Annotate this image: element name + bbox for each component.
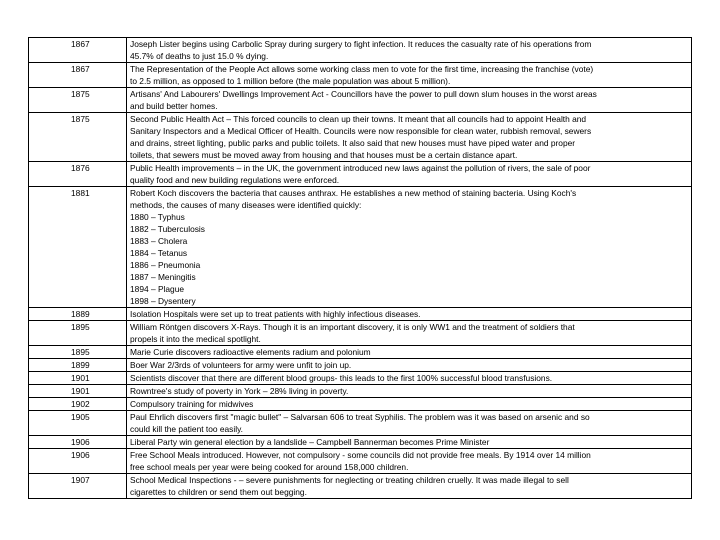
year-cell: 1875 xyxy=(29,88,127,113)
event-cell xyxy=(127,321,692,346)
event-text-line: 1884 – Tetanus xyxy=(130,248,188,258)
event-cell xyxy=(127,385,692,398)
year-cell: 1895 xyxy=(29,346,127,359)
event-text-line: 1886 – Pneumonia xyxy=(130,260,201,270)
event-text-line: free school meals per year were being cooked for around 158,000 children. xyxy=(130,462,409,472)
table-row xyxy=(29,38,692,63)
timeline-body xyxy=(29,38,692,499)
event-cell xyxy=(127,38,692,63)
event-cell xyxy=(127,308,692,321)
event-cell xyxy=(127,372,692,385)
year-cell: 1867 xyxy=(29,63,127,88)
event-text-line: Free School Meals introduced. However, not compulsory - some councils did not provide free meals. By 1914 over 14 million xyxy=(130,450,591,460)
event-cell xyxy=(127,63,692,88)
event-text-line: Liberal Party win general election by a landslide – Campbell Bannerman becomes Prime Minister xyxy=(130,437,490,447)
event-text-line: Scientists discover that there are different blood groups- this leads to the first 100% successful blood transfusions. xyxy=(130,373,553,383)
event-text-line: Isolation Hospitals were set up to treat patients with highly infectious diseases. xyxy=(130,309,421,319)
table-row xyxy=(29,187,692,308)
event-text-line: Public Health improvements – in the UK, the government introduced new laws against the pollution of rivers, the sale of poor xyxy=(130,163,591,173)
event-text-line: School Medical Inspections - – severe punishments for neglecting or treating children cruelly. It was made illegal to sell xyxy=(130,475,569,485)
event-text-line: Artisans' And Labourers' Dwellings Improvement Act - Councillors have the power to pull down slum houses in the worst areas xyxy=(130,89,597,99)
event-text-line: Sanitary Inspectors and a Medical Officer of Health. Councils were now responsible for clean water, rubbish removal, sewers xyxy=(130,126,592,136)
table-row xyxy=(29,113,692,162)
event-cell xyxy=(127,162,692,187)
table-row xyxy=(29,162,692,187)
event-text-line: William Röntgen discovers X-Rays. Though it is an important discovery, it is only WW1 and the treatment of soldiers that xyxy=(130,322,575,332)
event-text-line: 1894 – Plague xyxy=(130,284,185,294)
event-text-line: Marie Curie discovers radioactive elements radium and polonium xyxy=(130,347,371,357)
event-text-line: could kill the patient too easily. xyxy=(130,424,243,434)
event-text-line: to 2.5 million, as opposed to 1 million before (the male population was about 5 million). xyxy=(130,76,451,86)
event-cell xyxy=(127,449,692,474)
event-text-line: 45.7% of deaths to just 15.0 % dying. xyxy=(130,51,269,61)
year-cell: 1906 xyxy=(29,449,127,474)
event-text-line: Compulsory training for midwives xyxy=(130,399,254,409)
year-cell: 1906 xyxy=(29,436,127,449)
event-text-line: 1887 – Meningitis xyxy=(130,272,196,282)
table-row xyxy=(29,385,692,398)
event-cell xyxy=(127,436,692,449)
event-text-line: propels it into the medical spotlight. xyxy=(130,334,261,344)
year-cell: 1907 xyxy=(29,474,127,499)
event-cell xyxy=(127,359,692,372)
event-text-line: toilets, that sewers must be moved away from housing and that houses must be a certain distance apart. xyxy=(130,150,518,160)
event-cell xyxy=(127,88,692,113)
year-cell: 1895 xyxy=(29,321,127,346)
table-row xyxy=(29,436,692,449)
year-cell: 1901 xyxy=(29,385,127,398)
table-row xyxy=(29,411,692,436)
event-text-line: Paul Ehrlich discovers first "magic bullet" – Salvarsan 606 to treat Syphilis. The problem was it was based on arsenic and so xyxy=(130,412,590,422)
event-text-line: and drains, street lighting, public parks and public toilets. It also said that new houses must have piped water and proper xyxy=(130,138,576,148)
event-text-line: Joseph Lister begins using Carbolic Spray during surgery to fight infection. It reduces the casualty rate of his operations from xyxy=(130,39,592,49)
year-cell: 1902 xyxy=(29,398,127,411)
event-text-line: 1883 – Cholera xyxy=(130,236,188,246)
event-text-line: methods, the causes of many diseases were identified quickly: xyxy=(130,200,362,210)
timeline-table xyxy=(28,37,692,499)
event-text-line: The Representation of the People Act allows some working class men to vote for the first time, increasing the franchise (vote) xyxy=(130,64,594,74)
event-text-line: 1880 – Typhus xyxy=(130,212,185,222)
year-cell: 1889 xyxy=(29,308,127,321)
event-cell xyxy=(127,398,692,411)
year-cell: 1881 xyxy=(29,187,127,308)
event-cell xyxy=(127,474,692,499)
event-cell xyxy=(127,113,692,162)
table-row xyxy=(29,346,692,359)
event-text-line: Rowntree's study of poverty in York – 28% living in poverty. xyxy=(130,386,349,396)
event-cell xyxy=(127,411,692,436)
event-text-line: Robert Koch discovers the bacteria that causes anthrax. He establishes a new method of staining bacteria. Using Koch's xyxy=(130,188,577,198)
table-row xyxy=(29,449,692,474)
year-cell: 1867 xyxy=(29,38,127,63)
table-row xyxy=(29,359,692,372)
event-cell xyxy=(127,346,692,359)
year-cell: 1876 xyxy=(29,162,127,187)
event-cell xyxy=(127,187,692,308)
year-cell: 1901 xyxy=(29,372,127,385)
event-text-line: 1898 – Dysentery xyxy=(130,296,196,306)
event-text-line: Boer War 2/3rds of volunteers for army were unfit to join up. xyxy=(130,360,352,370)
event-text-line: quality food and new building regulations were enforced. xyxy=(130,175,340,185)
table-row xyxy=(29,308,692,321)
table-row xyxy=(29,321,692,346)
event-text-line: and build better homes. xyxy=(130,101,218,111)
event-text-line: Second Public Health Act – This forced councils to clean up their towns. It meant that all councils had to appoint Health and xyxy=(130,114,587,124)
event-text-line: 1882 – Tuberculosis xyxy=(130,224,205,234)
table-row xyxy=(29,88,692,113)
event-text-line: cigarettes to children or send them out begging. xyxy=(130,487,307,497)
table-row xyxy=(29,398,692,411)
year-cell: 1905 xyxy=(29,411,127,436)
year-cell: 1899 xyxy=(29,359,127,372)
table-row xyxy=(29,63,692,88)
table-row xyxy=(29,474,692,499)
table-row xyxy=(29,372,692,385)
year-cell: 1875 xyxy=(29,113,127,162)
